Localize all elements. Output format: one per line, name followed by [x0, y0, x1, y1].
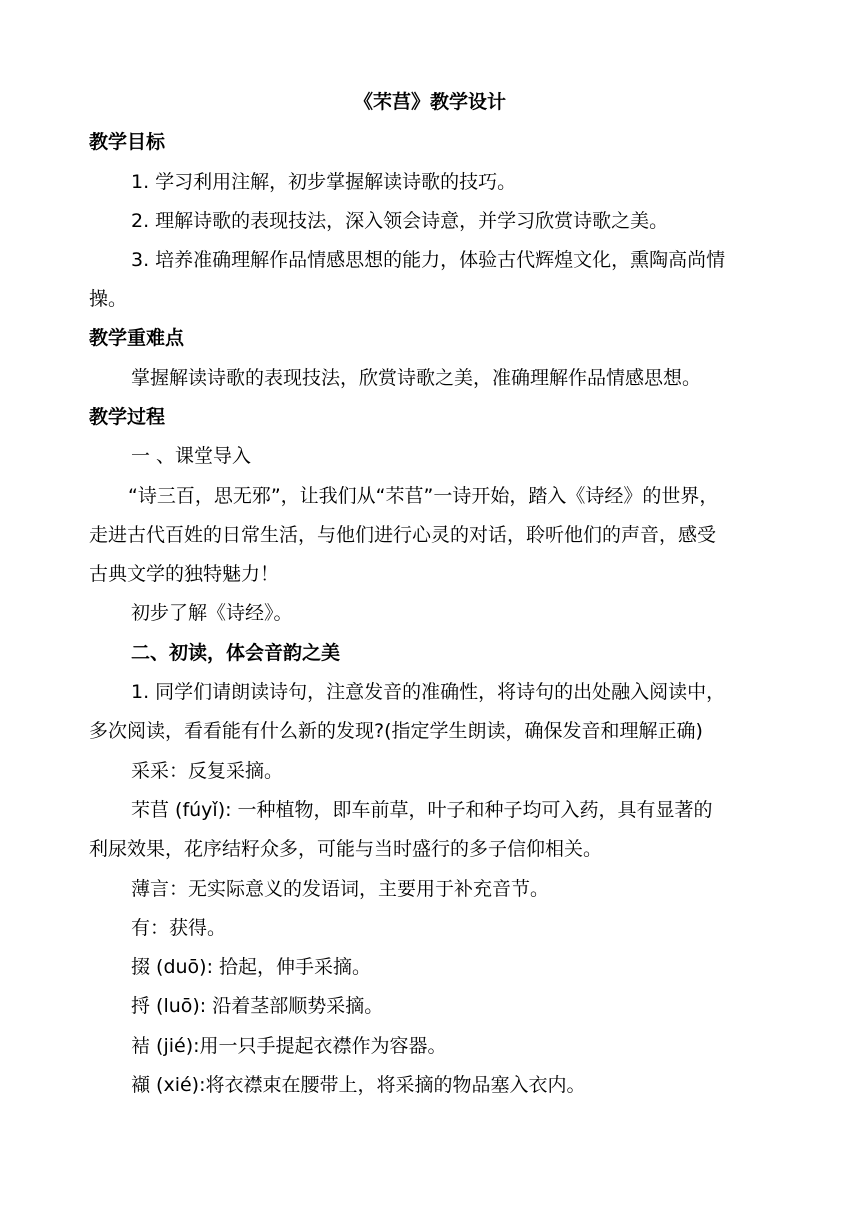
goal-item-3-continued: 操。 — [89, 288, 128, 310]
part2-paragraph-line-2: 多次阅读，看看能有什么新的发现?(指定学生朗读，确保发音和理解正确) — [89, 720, 703, 742]
part1-note: 初步了解《诗经》。 — [131, 602, 293, 624]
part1-paragraph-line-3: 古典文学的独特魅力！ — [89, 563, 280, 585]
part1-heading: 一 、课堂导入 — [131, 445, 252, 467]
glossary-item-fuyi-continued: 利尿效果，花序结籽众多，可能与当时盛行的多子信仰相关。 — [89, 838, 603, 860]
section-heading-key-points: 教学重难点 — [89, 327, 185, 349]
glossary-item-caicai: 采采：反复采摘。 — [131, 760, 284, 782]
part2-paragraph-line-1: 1. 同学们请朗读诗句，注意发音的准确性，将诗句的出处融入阅读中， — [131, 681, 726, 703]
glossary-item-fuyi: 芣苢 (fúyǐ): 一种植物，即车前草，叶子和种子均可入药，具有显著的 — [131, 799, 713, 821]
glossary-item-jie: 袺 (jié):用一只手提起衣襟作为容器。 — [131, 1035, 447, 1057]
section-heading-goals: 教学目标 — [89, 131, 166, 153]
glossary-item-luo: 捋 (luō): 沿着茎部顺势采摘。 — [131, 995, 384, 1017]
goal-item-2: 2. 理解诗歌的表现技法，深入领会诗意，并学习欣赏诗歌之美。 — [131, 210, 669, 232]
glossary-item-boyan: 薄言：无实际意义的发语词，主要用于补充音节。 — [131, 878, 550, 900]
goal-item-1: 1. 学习利用注解，初步掌握解读诗歌的技巧。 — [131, 171, 517, 193]
part1-paragraph-line-2: 走进古代百姓的日常生活，与他们进行心灵的对话，聆听他们的声音，感受 — [89, 524, 717, 546]
glossary-item-duo: 掇 (duō): 拾起，伸手采摘。 — [131, 956, 372, 978]
part1-paragraph-line-1: “诗三百，思无邪”，让我们从“芣苢”一诗开始，踏入《诗经》的世界， — [128, 485, 719, 507]
key-points-text: 掌握解读诗歌的表现技法，欣赏诗歌之美，准确理解作品情感思想。 — [131, 367, 702, 389]
section-heading-process: 教学过程 — [89, 406, 166, 428]
glossary-item-xie: 襭 (xié):将衣襟束在腰带上，将采摘的物品塞入衣内。 — [131, 1074, 586, 1096]
glossary-item-you: 有：获得。 — [131, 917, 227, 939]
part2-heading: 二、初读，体会音韵之美 — [131, 642, 341, 664]
document-title: 《芣莒》教学设计 — [353, 91, 506, 113]
goal-item-3: 3. 培养准确理解作品情感思想的能力，体验古代辉煌文化，熏陶高尚情 — [131, 249, 726, 271]
